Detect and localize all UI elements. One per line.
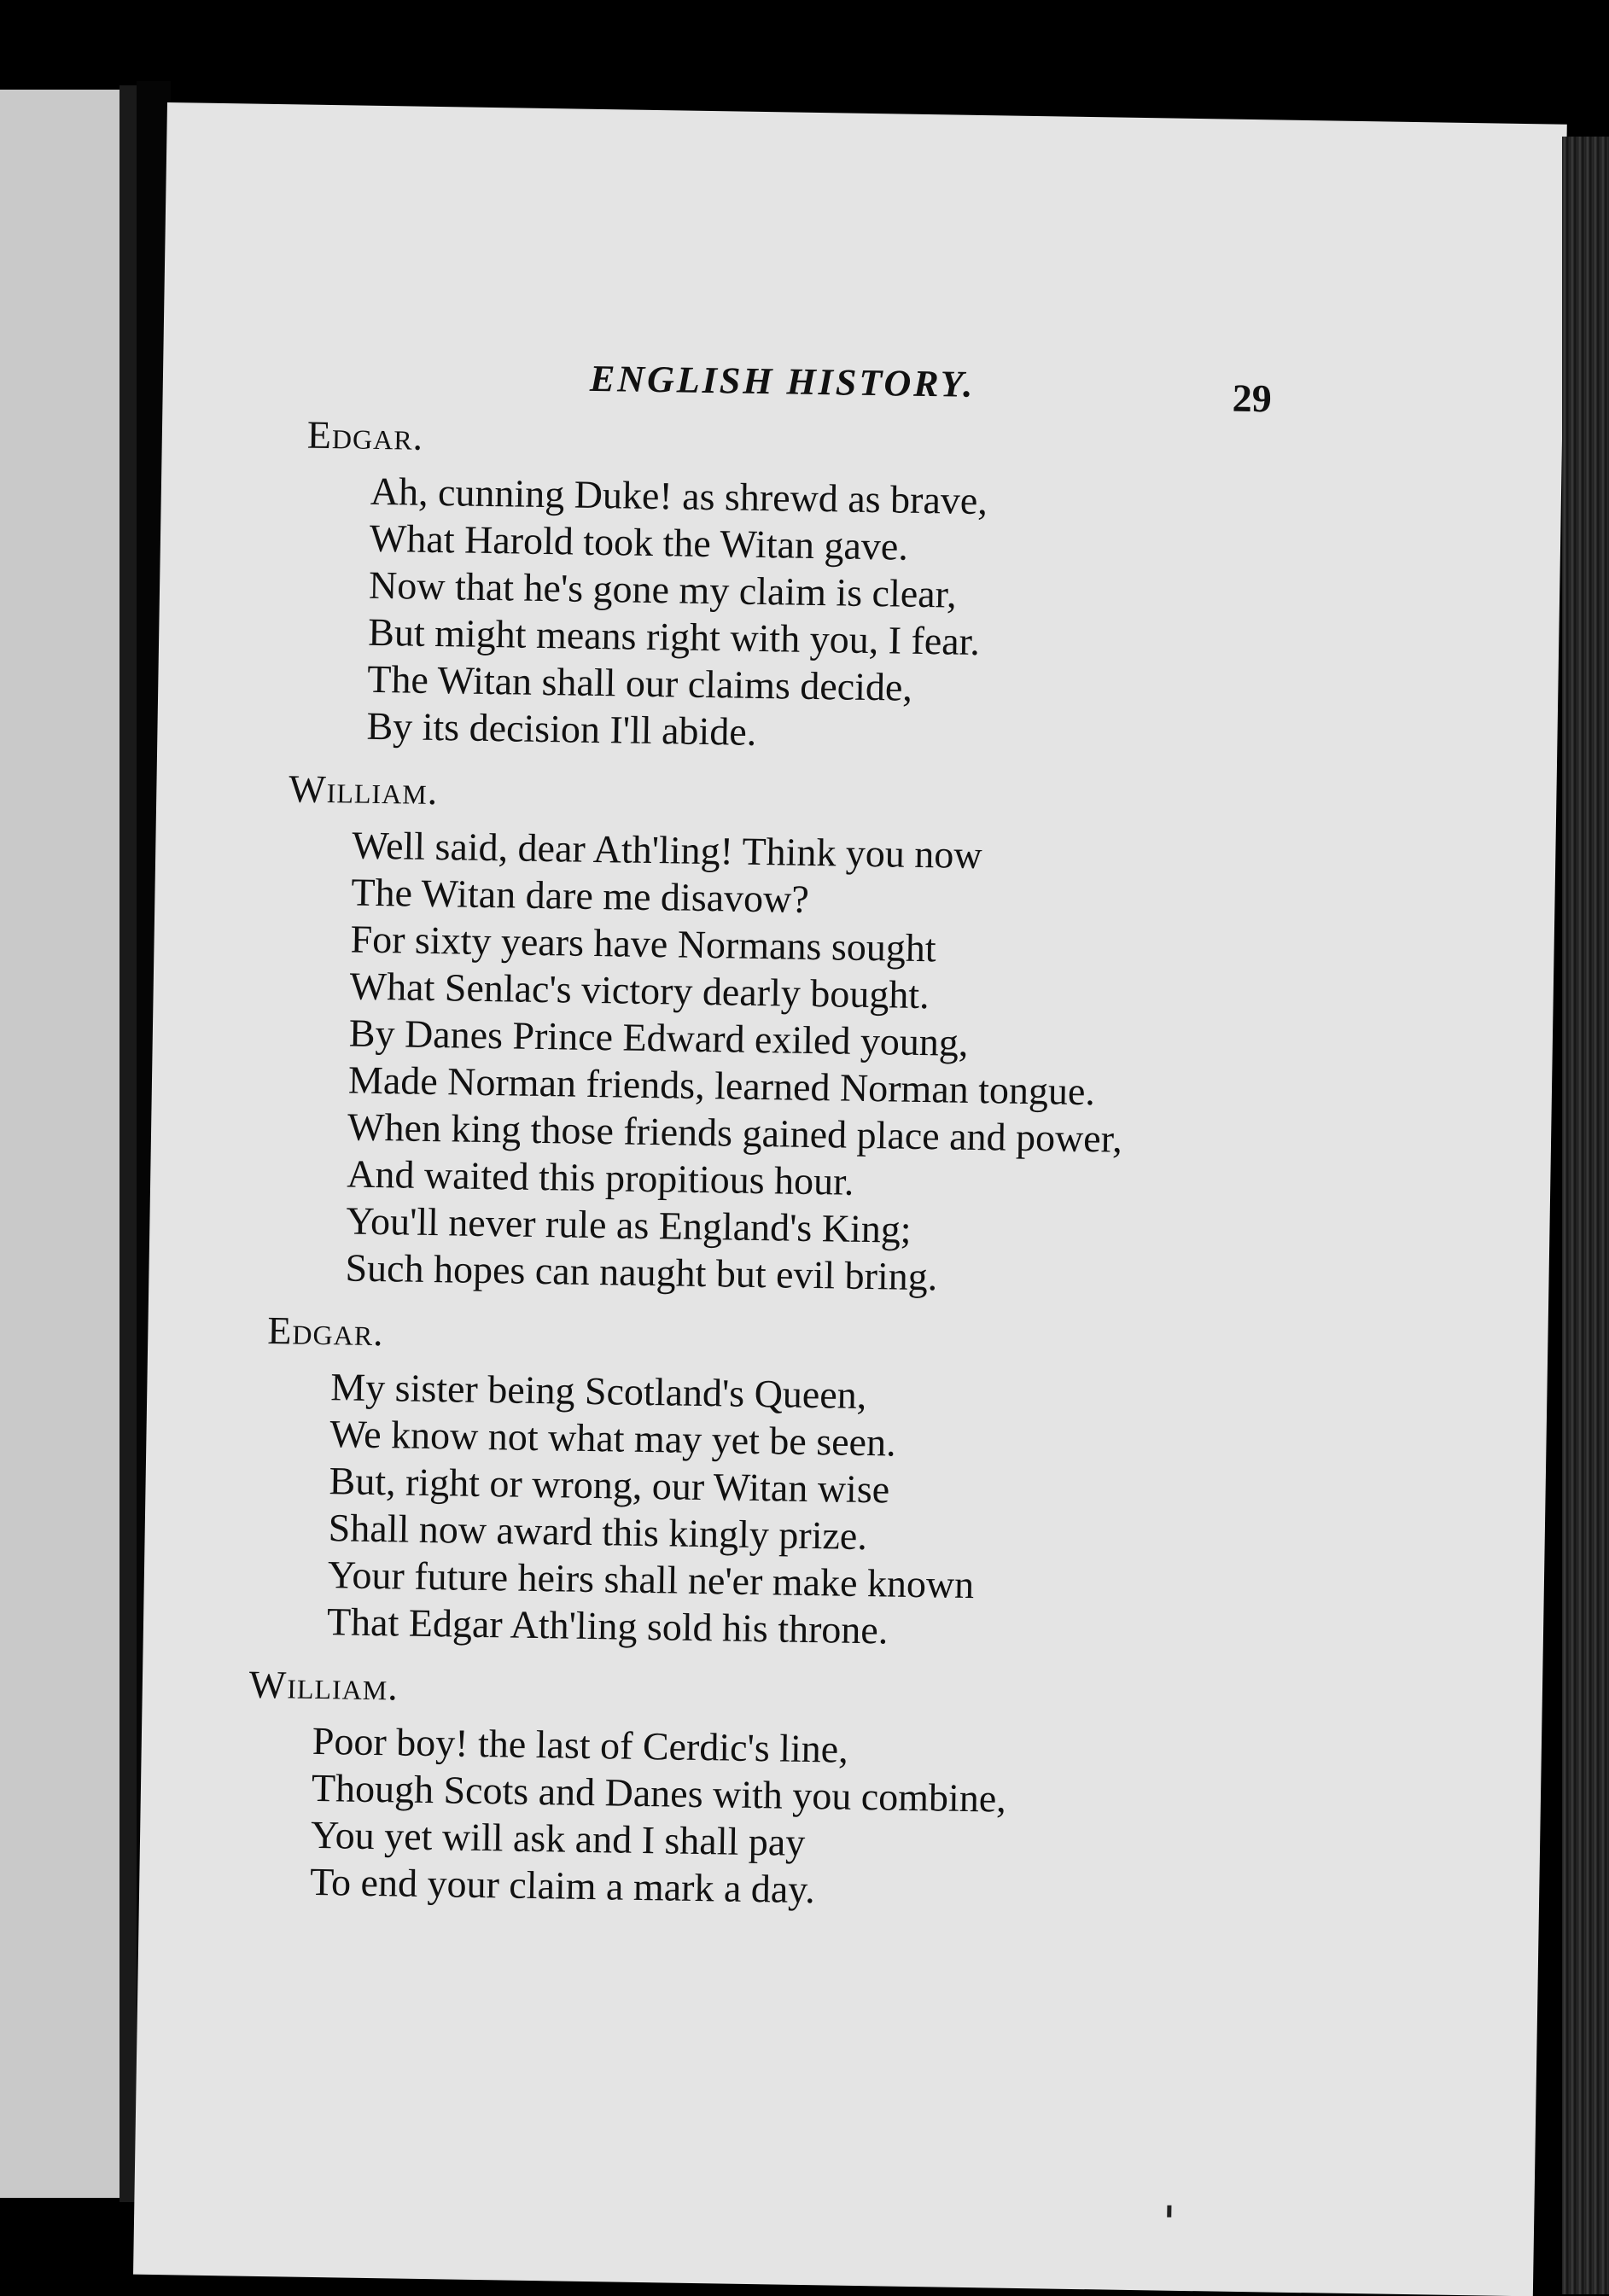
- verse-line: That Edgar Ath'ling sold his throne.: [326, 1600, 889, 1652]
- speaker-name: Edgar.: [306, 412, 424, 458]
- verse-line: By Danes Prince Edward exiled young,: [348, 1011, 969, 1064]
- verse-line: You'll never rule as England's King;: [346, 1198, 912, 1251]
- verse-line: My sister being Scotland's Queen,: [329, 1365, 867, 1418]
- verse-line: We know not what may yet be seen.: [329, 1412, 896, 1465]
- verse-line: What Harold took the Witan gave.: [369, 516, 909, 568]
- verse-line: Your future heirs shall ne'er make known: [327, 1553, 975, 1607]
- verse-line: Such hopes can naught but evil bring.: [345, 1245, 938, 1299]
- running-title: ENGLISH HISTORY.: [589, 357, 976, 405]
- verse-line: You yet will ask and I shall pay: [310, 1812, 806, 1864]
- verse-line: By its decision I'll abide.: [366, 703, 757, 754]
- speaker-name: William.: [288, 766, 439, 813]
- print-speck: [1167, 2206, 1171, 2217]
- page-number: 29: [1232, 376, 1273, 421]
- verse-line: But, right or wrong, our Witan wise: [329, 1459, 890, 1512]
- verse-line: When king those friends gained place and power,: [347, 1104, 1123, 1161]
- verse-line: Made Norman friends, learned Norman tongue.: [347, 1058, 1096, 1114]
- verse-line: And waited this propitious hour.: [346, 1151, 854, 1203]
- speaker-name: Edgar.: [267, 1308, 385, 1355]
- page-stack-edge: [1562, 137, 1609, 2294]
- book-page: [133, 102, 1567, 2296]
- speaker-name: William.: [248, 1662, 399, 1709]
- verse-line: Ah, cunning Duke! as shrewd as brave,: [370, 469, 988, 523]
- verse-line: What Senlac's victory dearly bought.: [349, 964, 930, 1017]
- verse-line: The Witan dare me disavow?: [351, 870, 810, 921]
- facing-page: [0, 90, 120, 2198]
- verse-line: Now that he's gone my claim is clear,: [368, 562, 958, 616]
- verse-line: Though Scots and Danes with you combine,: [311, 1765, 1007, 1821]
- verse-line: Poor boy! the last of Cerdic's line,: [312, 1718, 849, 1771]
- verse-line: Shall now award this kingly prize.: [328, 1506, 868, 1559]
- verse-line: But might means right with you, I fear.: [367, 609, 981, 664]
- verse-line: To end your claim a mark a day.: [309, 1859, 816, 1912]
- verse-line: For sixty years have Normans sought: [350, 917, 937, 970]
- verse-line: The Witan shall our claims decide,: [367, 656, 913, 709]
- verse-line: Well said, dear Ath'ling! Think you now: [351, 823, 983, 877]
